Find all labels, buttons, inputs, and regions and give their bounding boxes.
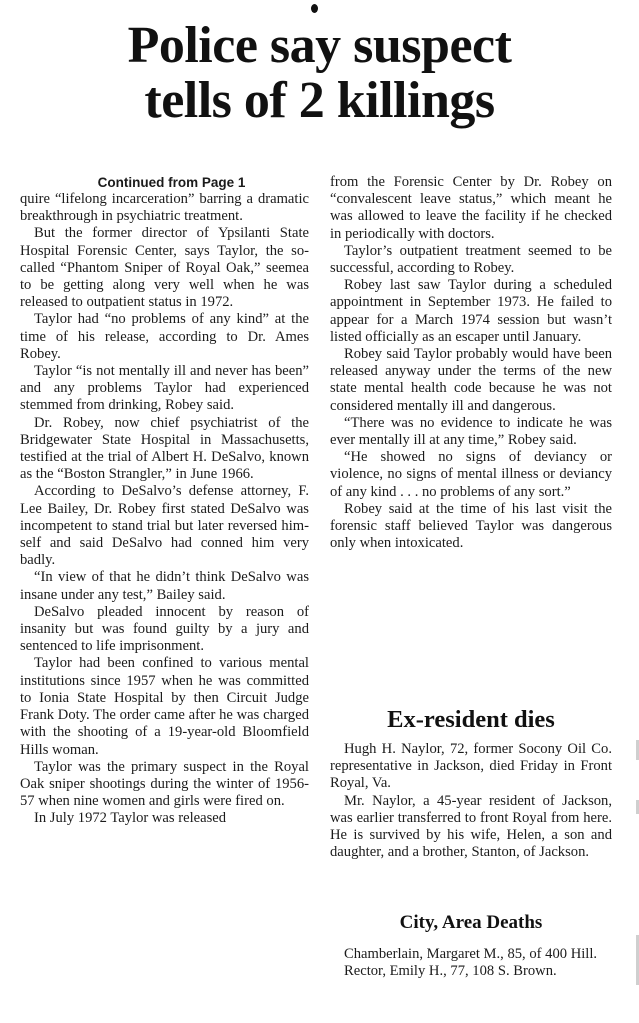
article-paragraph: “He showed no signs of deviancy or violence, no signs of mental illness or deviancy of any kind . . . no problems of any sort.” xyxy=(330,449,612,500)
obituary-paragraph: Hugh H. Naylor, 72, former Socony Oil Co. representative in Jackson, died Friday in Front Royal, Va. xyxy=(330,741,612,792)
obituary-paragraph: Mr. Naylor, a 45-year resident of Jackson, was earlier transferred to front Royal from here. He is survived by his wife, Helen, a son and daughter, and a brother, Stanton, of Jackson. xyxy=(330,792,612,861)
city-deaths-headline: City, Area Deaths xyxy=(399,912,543,933)
article-column-left xyxy=(20,174,309,828)
ex-resident-headline: Ex-resident dies xyxy=(387,706,555,733)
article-paragraph: Robey said Taylor probably would have been released anyway under the terms of the new state mental health code because he was not considered mentally ill and dangerous. xyxy=(330,346,612,414)
city-deaths-list xyxy=(330,946,612,980)
article-paragraph: Robey said at the time of his last visit the forensic staff believed Taylor was dangerous only when intoxicated. xyxy=(330,500,612,552)
article-paragraph: According to DeSalvo’s defense attorney, F. Lee Bailey, Dr. Robey first stated DeSalvo was incompetent to stand trial but later reversed himself and said DeSalvo had conned him very badly. xyxy=(20,483,309,569)
article-paragraph: Taylor was the primary suspect in the Royal Oak sniper shootings during the winter of 1956-57 when nine women and girls were fired on. xyxy=(20,758,309,810)
ex-resident-body xyxy=(330,741,612,861)
article-paragraph: DeSalvo pleaded innocent by reason of insanity but was found guilty by a jury and sentenced to life imprisonment. xyxy=(20,603,309,655)
article-paragraph: from the Forensic Center by Dr. Robey on “convalescent leave status,” which meant he was allowed to leave the facility if he checked in periodically with doctors. xyxy=(330,174,612,242)
page-headline xyxy=(0,18,639,128)
headline-line-1: Police say suspect xyxy=(127,17,512,74)
article-paragraph: Taylor had “no problems of any kind” at the time of his release, according to Dr. Ames Robey. xyxy=(20,311,309,362)
article-paragraph: “In view of that he didn’t think DeSalvo was insane under any test,” Bailey said. xyxy=(20,569,309,603)
continued-label: Continued from Page 1 xyxy=(97,175,246,190)
article-paragraph: Taylor had been confined to various mental institutions since 1957 when he was committed to Ionia State Hospital by then Circuit Judge Frank Doty. The order came after he was charged with the shooting of a 19-year-old Bloomfield Hills woman. xyxy=(20,655,309,758)
article-paragraph: “There was no evidence to indicate he was ever mentally ill at any time,” Robey said. xyxy=(330,414,612,449)
article-paragraph: Robey last saw Taylor during a scheduled appointment in September 1973. He failed to appear for a March 1974 session but wasn’t listed officially as an escaper until January. xyxy=(330,277,612,345)
article-paragraph: Taylor’s outpatient treatment seemed to be successful, according to Robey. xyxy=(330,242,612,277)
death-entry: Chamberlain, Margaret M., 85, of 400 Hill. xyxy=(344,946,598,962)
article-column-right xyxy=(330,174,612,552)
headline-line-2: tells of 2 killings xyxy=(144,72,495,129)
article-paragraph: Taylor “is not mentally ill and never has been” and any problems Taylor had experienced stemmed from drinking, Robey said. xyxy=(20,363,309,414)
article-paragraph: In July 1972 Taylor was released xyxy=(34,810,227,827)
article-paragraph: But the former director of Ypsilanti State Hospital Forensic Center, says Taylor, the so-called “Phantom Sniper of Royal Oak,” seemea to be getting along very well when he was released to outpatient status in 1972. xyxy=(20,225,309,311)
article-paragraph: quire “lifelong incarceration” barring a dramatic breakthrough in psychiatric treatment. xyxy=(20,191,309,225)
article-paragraph: Dr. Robey, now chief psychiatrist of the Bridgewater State Hospital in Massachusetts, testified at the trial of Albert H. DeSalvo, known as the “Boston Strangler,” in June 1966. xyxy=(20,414,309,483)
ink-dot xyxy=(311,4,318,13)
death-entry: Rector, Emily H., 77, 108 S. Brown. xyxy=(344,963,557,980)
